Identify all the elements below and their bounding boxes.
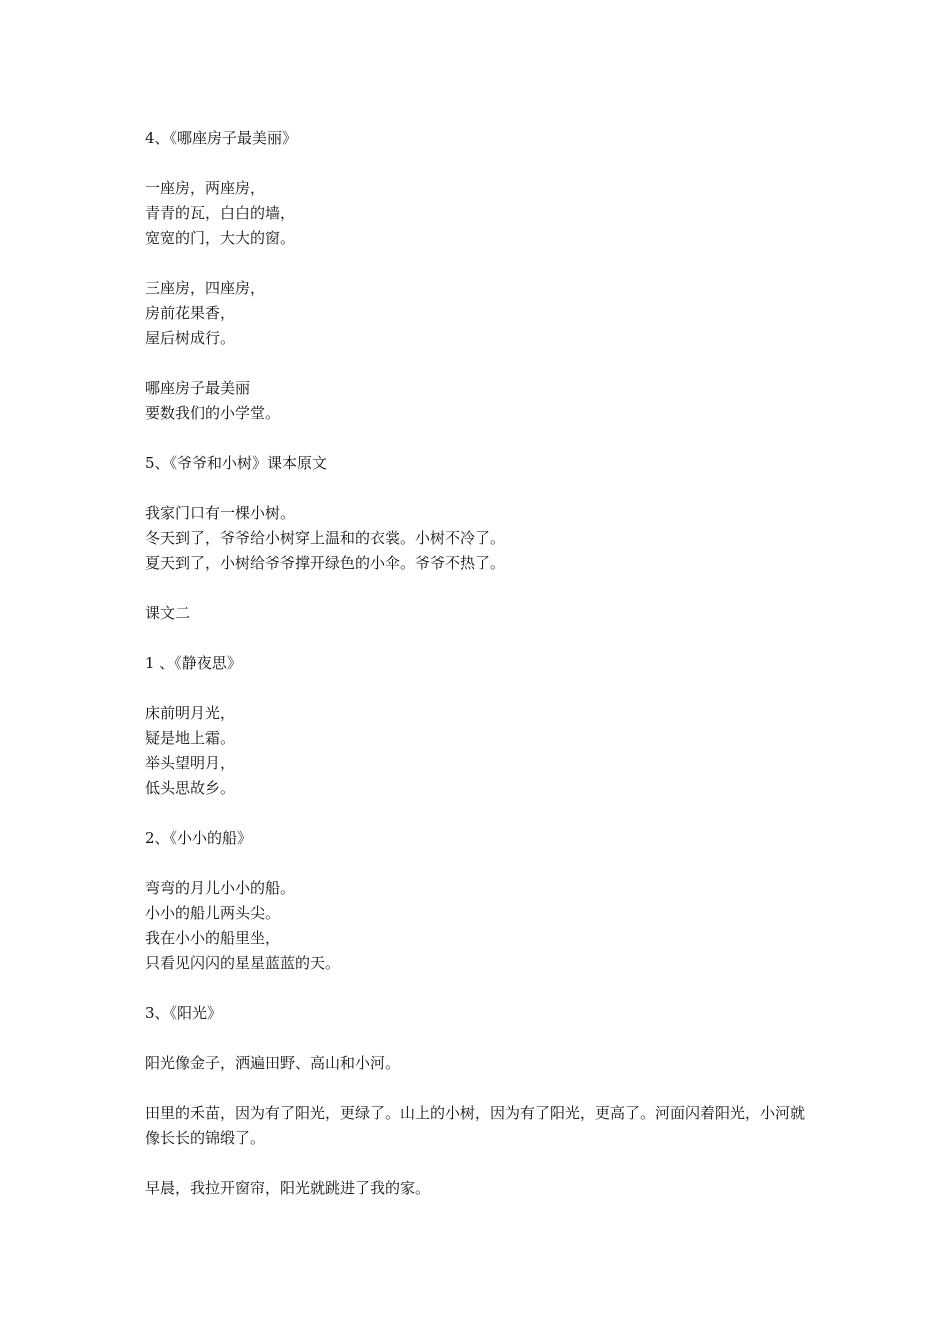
section-heading: 2、《小小的船》 [145,829,253,847]
poem-line: 三座房，四座房， [145,279,266,297]
poem-line: 一座房，两座房， [145,179,266,197]
text-line: 冬天到了，爷爷给小树穿上温和的衣裳。小树不冷了。 [145,529,506,547]
poem-line: 房前花果香， [145,304,236,322]
spacer [145,676,825,701]
poem-line: 低头思故乡。 [145,779,236,797]
section-heading: 4、《哪座房子最美丽》 [145,129,298,147]
section-heading: 1 、《静夜思》 [145,654,242,672]
part-heading: 课文二 [145,604,191,622]
poem-line: 只看见闪闪的星星蓝蓝的天。 [145,954,341,972]
poem-line: 宽宽的门，大大的窗。 [145,229,296,247]
poem-line: 要数我们的小学堂。 [145,404,281,422]
spacer [145,801,825,826]
paragraph: 早晨，我拉开窗帘，阳光就跳进了我的家。 [145,1179,431,1197]
poem-line: 弯弯的月儿小小的船。 [145,879,296,897]
spacer [145,251,825,276]
spacer [145,426,825,451]
spacer [145,851,825,876]
poem-line: 屋后树成行。 [145,329,236,347]
text-line: 夏天到了，小树给爷爷撑开绿色的小伞。爷爷不热了。 [145,554,506,572]
spacer [145,351,825,376]
poem-line: 疑是地上霜。 [145,729,236,747]
spacer [145,1026,825,1051]
spacer [145,476,825,501]
section-heading: 3、《阳光》 [145,1004,223,1022]
section-heading: 5、《爷爷和小树》课本原文 [145,454,328,472]
text-line: 我家门口有一棵小树。 [145,504,296,522]
poem-line: 举头望明月， [145,754,236,772]
paragraph: 阳光像金子，洒遍田野、高山和小河。 [145,1054,401,1072]
spacer [145,1151,825,1176]
spacer [145,626,825,651]
document-page [145,126,825,1201]
poem-line: 我在小小的船里坐， [145,929,281,947]
spacer [145,151,825,176]
poem-line: 小小的船儿两头尖。 [145,904,281,922]
poem-line: 青青的瓦，白白的墙， [145,204,296,222]
poem-line: 床前明月光， [145,704,236,722]
spacer [145,576,825,601]
paragraph: 田里的禾苗，因为有了阳光，更绿了。山上的小树，因为有了阳光，更高了。河面闪着阳光，小河就像长长的锦缎了。 [145,1104,806,1147]
spacer [145,976,825,1001]
poem-line: 哪座房子最美丽 [145,379,251,397]
spacer [145,1076,825,1101]
